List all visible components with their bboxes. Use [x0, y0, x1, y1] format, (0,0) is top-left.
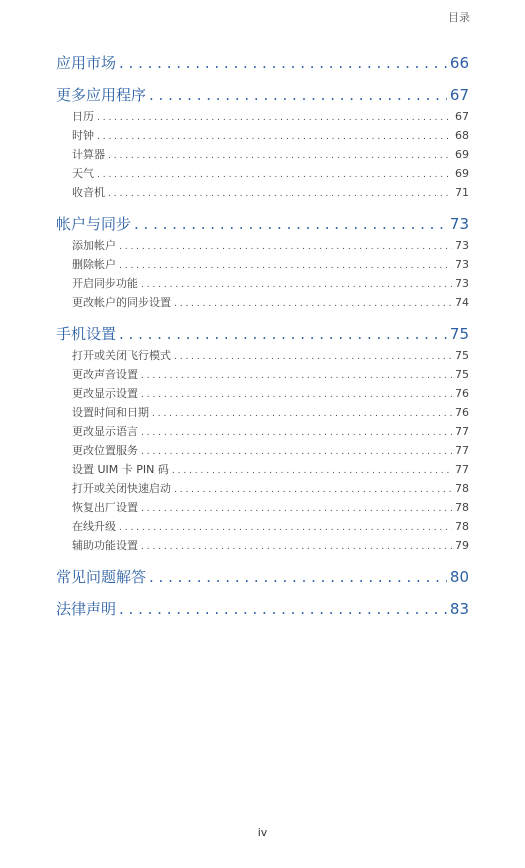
- toc-chapter-entry[interactable]: [56, 84, 469, 106]
- toc-section-page: 74: [455, 296, 469, 309]
- toc-section-entry[interactable]: [56, 294, 469, 313]
- toc-section-entry[interactable]: [56, 385, 469, 404]
- toc-leader-dots: [119, 600, 447, 618]
- table-of-contents: [56, 52, 469, 620]
- toc-section-page: 75: [455, 368, 469, 381]
- toc-chapter-title: 更多应用程序: [56, 86, 147, 104]
- toc-section-entry[interactable]: [56, 275, 469, 294]
- toc-section-page: 77: [455, 425, 469, 438]
- toc-leader-dots: [119, 261, 452, 271]
- toc-leader-dots: [141, 390, 452, 400]
- toc-section-page: 78: [455, 501, 469, 514]
- toc-section-entry[interactable]: [56, 404, 469, 423]
- toc-leader-dots: [108, 189, 452, 199]
- toc-section-page: 73: [455, 277, 469, 290]
- toc-section-title: 更改位置服务: [72, 444, 138, 457]
- toc-section-page: 73: [455, 258, 469, 271]
- toc-section-page: 67: [455, 110, 469, 123]
- toc-chapter-title: 法律声明: [56, 600, 117, 618]
- toc-leader-dots: [174, 299, 452, 309]
- toc-section-title: 更改显示语言: [72, 425, 138, 438]
- toc-section-entry[interactable]: [56, 184, 469, 203]
- toc-section-entry[interactable]: [56, 537, 469, 556]
- toc-section-page: 73: [455, 239, 469, 252]
- toc-section-entry[interactable]: [56, 146, 469, 165]
- toc-chapter-page: 67: [449, 86, 469, 104]
- toc-section-page: 69: [455, 148, 469, 161]
- toc-section-entry[interactable]: [56, 366, 469, 385]
- toc-section-entry[interactable]: [56, 347, 469, 366]
- toc-chapter-page: 80: [449, 568, 469, 586]
- toc-section-title: 更改显示设置: [72, 387, 138, 400]
- toc-leader-dots: [141, 542, 452, 552]
- toc-section-entry[interactable]: [56, 127, 469, 146]
- toc-section-entry[interactable]: [56, 165, 469, 184]
- toc-leader-dots: [141, 371, 452, 381]
- toc-section-title: 日历: [72, 110, 94, 123]
- toc-section-page: 69: [455, 167, 469, 180]
- toc-leader-dots: [134, 215, 447, 233]
- page-number: iv: [257, 826, 268, 839]
- toc-chapter-entry[interactable]: [56, 323, 469, 345]
- toc-section-page: 75: [455, 349, 469, 362]
- toc-chapter-entry[interactable]: [56, 52, 469, 74]
- toc-chapter-page: 66: [449, 54, 469, 72]
- toc-section-title: 打开或关闭飞行模式: [72, 349, 171, 362]
- toc-leader-dots: [119, 325, 447, 343]
- toc-chapter-page: 73: [449, 215, 469, 233]
- toc-leader-dots: [108, 151, 452, 161]
- toc-leader-dots: [119, 242, 452, 252]
- toc-section-title: 设置时间和日期: [72, 406, 149, 419]
- toc-section-page: 71: [455, 186, 469, 199]
- toc-section-title: 更改帐户的同步设置: [72, 296, 171, 309]
- toc-section-title: 恢复出厂设置: [72, 501, 138, 514]
- toc-section-title: 打开或关闭快速启动: [72, 482, 171, 495]
- toc-leader-dots: [119, 523, 452, 533]
- toc-leader-dots: [141, 428, 452, 438]
- toc-section-page: 77: [455, 463, 469, 476]
- toc-section-title: 计算器: [72, 148, 105, 161]
- toc-chapter-entry[interactable]: [56, 566, 469, 588]
- toc-chapter-title: 常见问题解答: [56, 568, 147, 586]
- toc-leader-dots: [119, 54, 447, 72]
- toc-section-page: 78: [455, 482, 469, 495]
- toc-section-entry[interactable]: [56, 499, 469, 518]
- toc-section-entry[interactable]: [56, 480, 469, 499]
- toc-section-entry[interactable]: [56, 518, 469, 537]
- toc-leader-dots: [174, 352, 452, 362]
- toc-section-title: 天气: [72, 167, 94, 180]
- toc-section-title: 删除帐户: [72, 258, 116, 271]
- toc-leader-dots: [97, 132, 452, 142]
- toc-leader-dots: [152, 409, 452, 419]
- toc-section-entry[interactable]: [56, 442, 469, 461]
- toc-chapter-entry[interactable]: [56, 598, 469, 620]
- toc-section-title: 收音机: [72, 186, 105, 199]
- toc-section-title: 在线升级: [72, 520, 116, 533]
- toc-section-title: 添加帐户: [72, 239, 116, 252]
- toc-section-page: 76: [455, 387, 469, 400]
- toc-section-title: 辅助功能设置: [72, 539, 138, 552]
- running-header: 目录: [448, 11, 470, 24]
- toc-leader-dots: [172, 466, 452, 476]
- toc-section-page: 76: [455, 406, 469, 419]
- toc-chapter-title: 手机设置: [56, 325, 117, 343]
- toc-leader-dots: [141, 447, 452, 457]
- toc-section-title: 开启同步功能: [72, 277, 138, 290]
- toc-section-entry[interactable]: [56, 256, 469, 275]
- toc-leader-dots: [149, 568, 447, 586]
- toc-leader-dots: [149, 86, 447, 104]
- toc-chapter-entry[interactable]: [56, 213, 469, 235]
- toc-leader-dots: [174, 485, 452, 495]
- toc-chapter-title: 应用市场: [56, 54, 117, 72]
- toc-leader-dots: [97, 170, 452, 180]
- toc-section-entry[interactable]: [56, 237, 469, 256]
- toc-section-title: 时钟: [72, 129, 94, 142]
- toc-section-page: 68: [455, 129, 469, 142]
- toc-section-title: 更改声音设置: [72, 368, 138, 381]
- toc-section-page: 79: [455, 539, 469, 552]
- toc-section-entry[interactable]: [56, 461, 469, 480]
- toc-chapter-page: 75: [449, 325, 469, 343]
- toc-section-page: 77: [455, 444, 469, 457]
- toc-leader-dots: [141, 504, 452, 514]
- toc-chapter-title: 帐户与同步: [56, 215, 132, 233]
- toc-section-entry[interactable]: [56, 108, 469, 127]
- toc-leader-dots: [141, 280, 452, 290]
- toc-leader-dots: [97, 113, 452, 123]
- toc-section-entry[interactable]: [56, 423, 469, 442]
- toc-section-page: 78: [455, 520, 469, 533]
- toc-section-title: 设置 UIM 卡 PIN 码: [72, 463, 169, 476]
- toc-chapter-page: 83: [449, 600, 469, 618]
